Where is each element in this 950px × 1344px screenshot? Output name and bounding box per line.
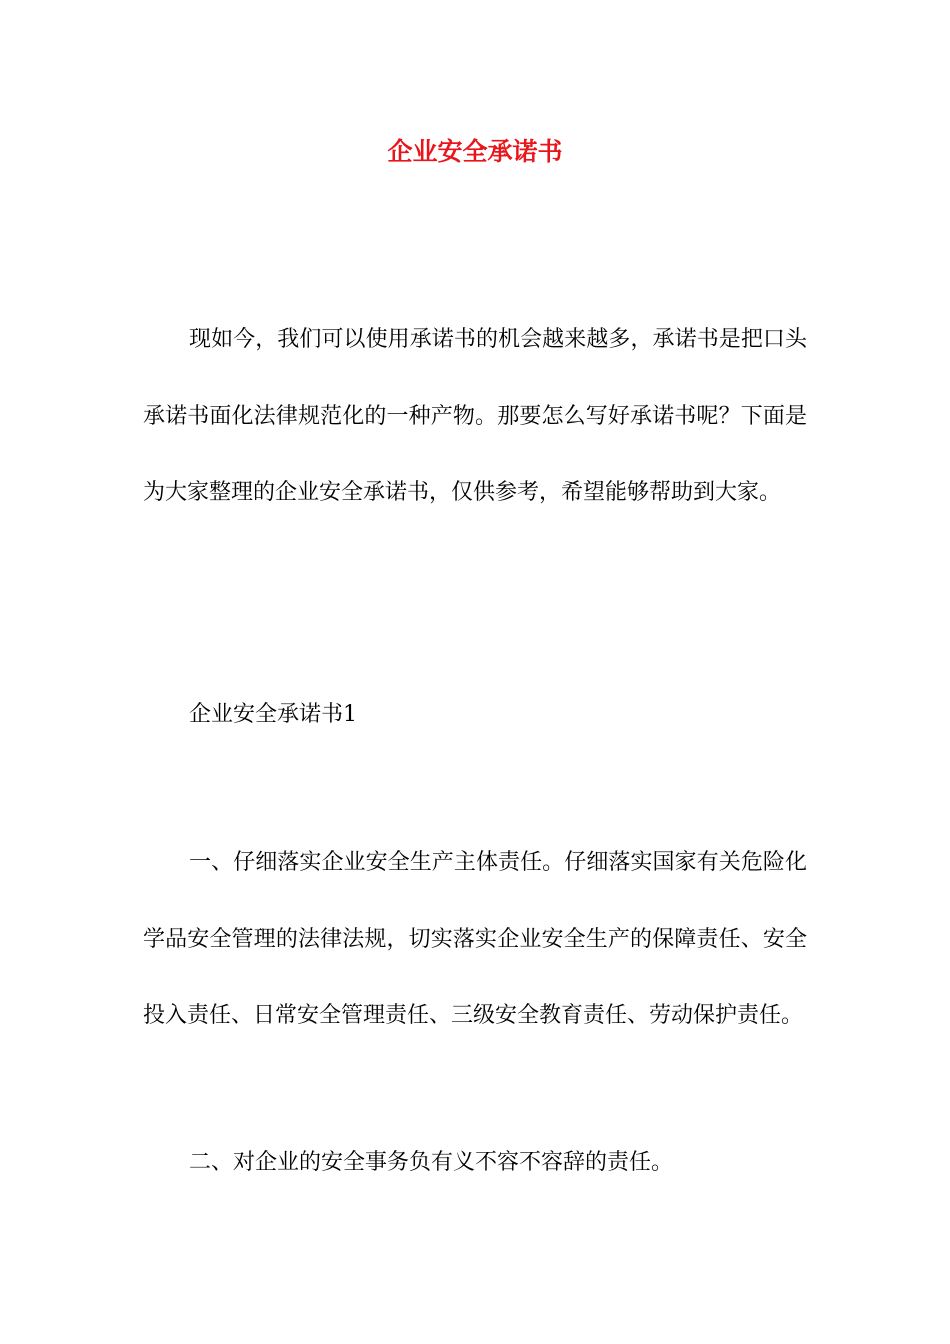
item-1-paragraph: 一、仔细落实企业安全生产主体责任。仔细落实国家有关危险化学品安全管理的法律法规，切实落实企业安全生产的保障责任、安全投入责任、日常安全管理责任、三级安全教育责任、劳动保护责任。 [143, 850, 807, 1028]
section-heading: 企业安全承诺书1 [189, 702, 357, 727]
document-title: 企业安全承诺书 [387, 137, 563, 166]
intro-paragraph: 现如今，我们可以使用承诺书的机会越来越多，承诺书是把口头承诺书面化法律规范化的一种产物。那要怎么写好承诺书呢？下面是为大家整理的企业安全承诺书，仅供参考，希望能够帮助到大家。 [143, 327, 807, 505]
item-2-paragraph: 二、对企业的安全事务负有义不容不容辞的责任。 [189, 1150, 674, 1175]
